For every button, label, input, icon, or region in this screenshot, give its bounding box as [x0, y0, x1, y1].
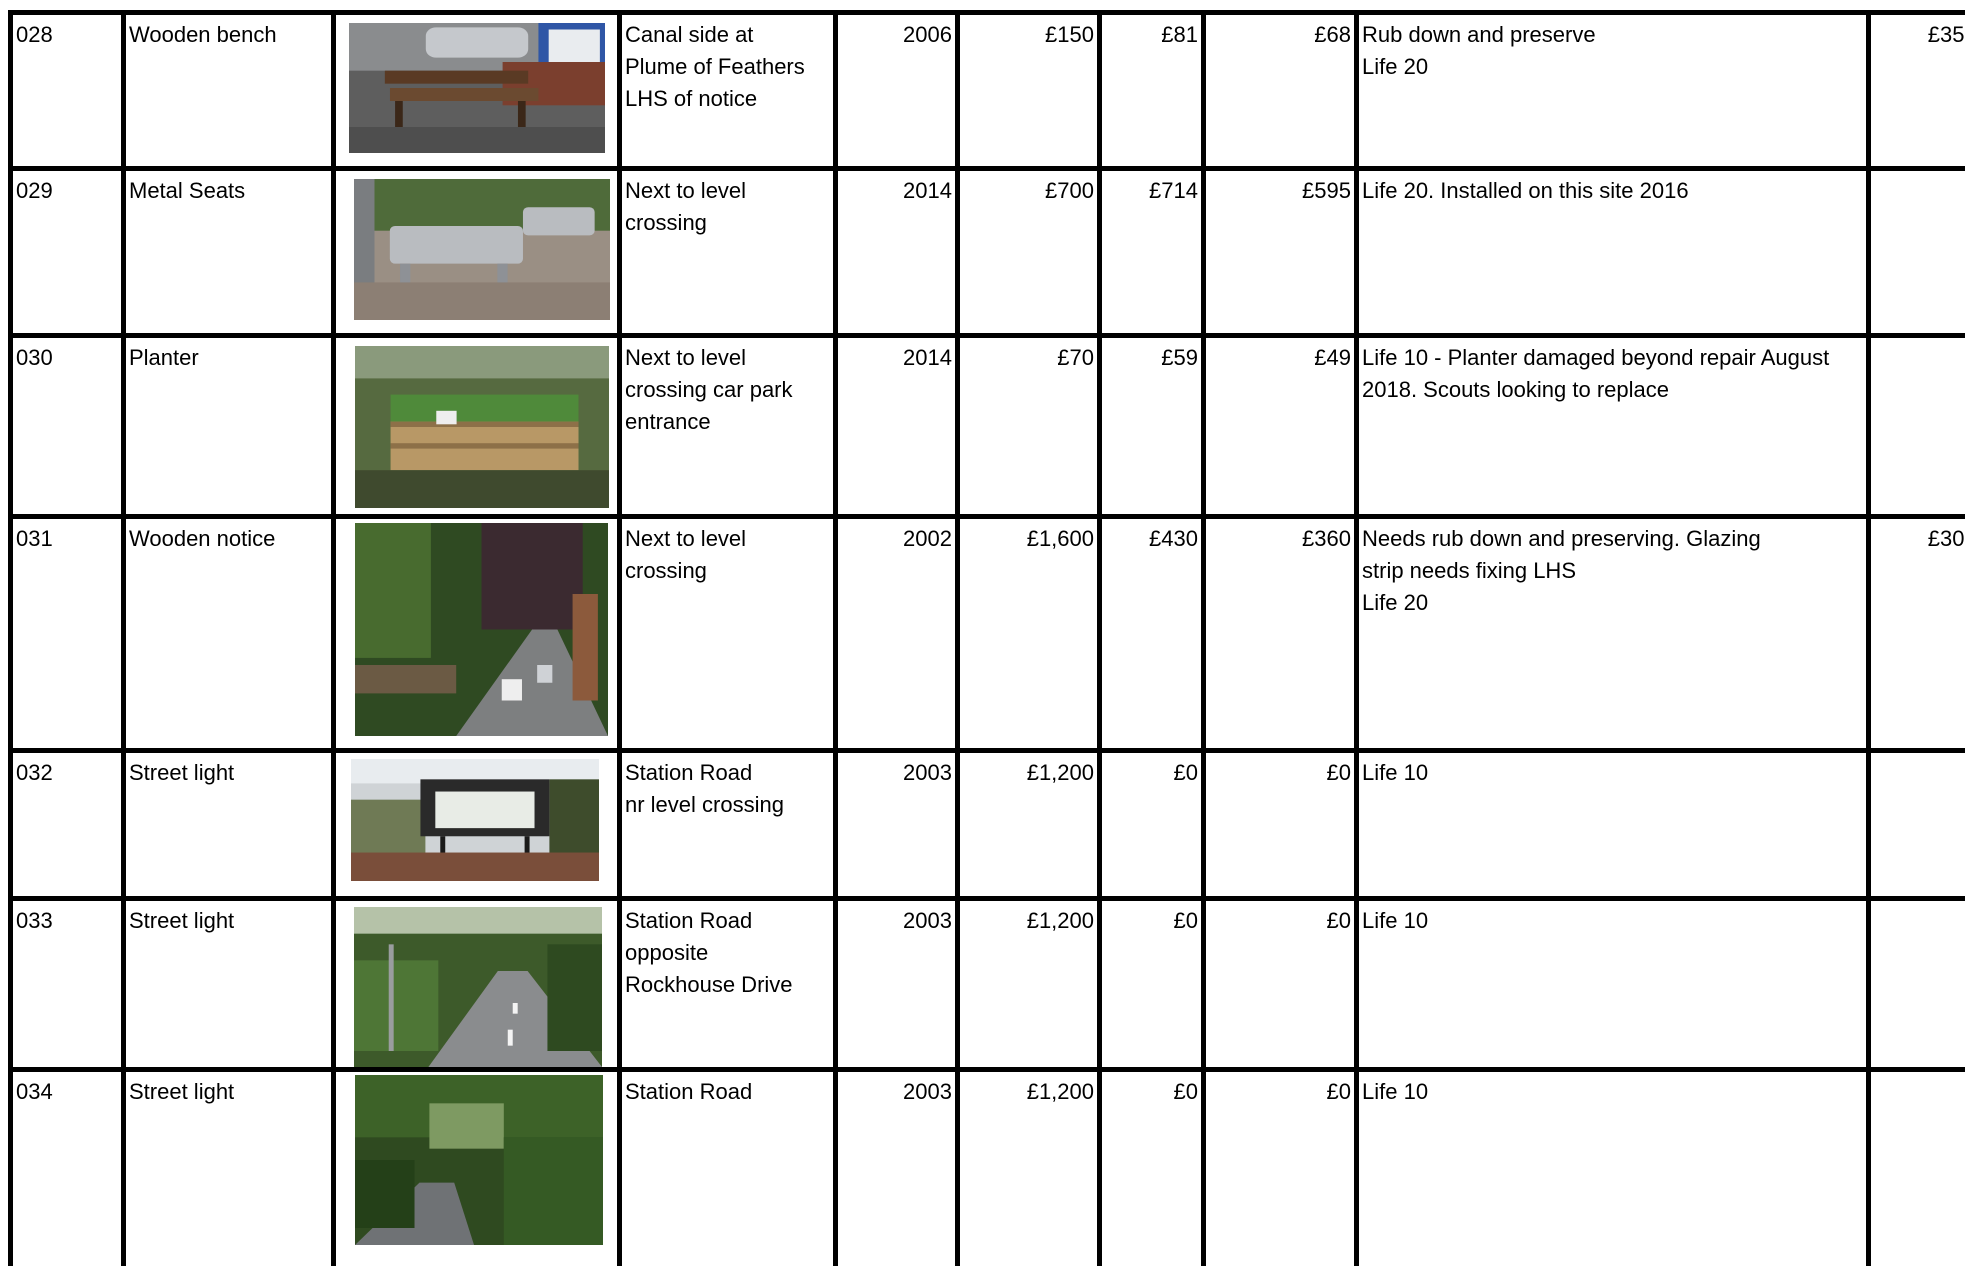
ref-cell: 028: [11, 13, 124, 169]
notes-cell-line: Life 10: [1362, 1076, 1862, 1108]
notes-cell-line: Rub down and preserve: [1362, 19, 1862, 51]
road-photo: [354, 907, 602, 1067]
ref-cell: 030: [11, 336, 124, 517]
notes-cell-line: Life 20: [1362, 587, 1862, 619]
table-row: [11, 751, 1965, 899]
budget-cell: [1869, 899, 1965, 1070]
location-cell-line: Plume of Feathers: [625, 51, 829, 83]
notes-cell-line: Life 20: [1362, 51, 1862, 83]
location-cell-line: Canal side at: [625, 19, 829, 51]
year-cell: 2003: [836, 751, 958, 899]
value-a-cell: £0: [1100, 751, 1204, 899]
cost-cell: £150: [958, 13, 1100, 169]
asset-register-table: [8, 10, 1965, 1266]
photo-cell: [334, 517, 620, 751]
value-b-cell: £595: [1204, 169, 1357, 336]
budget-cell: £35: [1869, 13, 1965, 169]
location-cell-line: Next to level: [625, 342, 829, 374]
notice-board-photo: [351, 759, 599, 881]
location-cell-line: crossing: [625, 207, 829, 239]
year-cell: 2003: [836, 899, 958, 1070]
cost-cell: £1,200: [958, 899, 1100, 1070]
bench-photo: [349, 23, 605, 153]
location-cell: [620, 336, 836, 517]
location-cell: [620, 1070, 836, 1266]
table-row: [11, 899, 1965, 1070]
location-cell-line: Station Road: [625, 757, 829, 789]
cost-cell: £1,200: [958, 1070, 1100, 1266]
location-cell-line: crossing: [625, 555, 829, 587]
notes-cell-line: Life 10 - Planter damaged beyond repair August: [1362, 342, 1862, 374]
value-a-cell: £0: [1100, 899, 1204, 1070]
value-a-cell: £430: [1100, 517, 1204, 751]
ref-cell: 033: [11, 899, 124, 1070]
notes-cell-line: Life 20. Installed on this site 2016: [1362, 175, 1862, 207]
table-row: [11, 336, 1965, 517]
budget-cell: [1869, 751, 1965, 899]
metal-seats-photo: [354, 179, 610, 320]
location-cell: [620, 517, 836, 751]
item-name-cell: Wooden bench: [124, 13, 334, 169]
photo-cell: [334, 899, 620, 1070]
notes-cell: [1357, 517, 1869, 751]
location-cell: [620, 751, 836, 899]
location-cell: [620, 13, 836, 169]
budget-cell: £30: [1869, 517, 1965, 751]
street-scene-photo: [355, 523, 608, 736]
year-cell: 2014: [836, 169, 958, 336]
value-b-cell: £0: [1204, 1070, 1357, 1266]
notes-cell: [1357, 169, 1869, 336]
value-b-cell: £0: [1204, 751, 1357, 899]
lane-photo: [355, 1075, 603, 1245]
location-cell-line: LHS of notice: [625, 83, 829, 115]
notes-cell: [1357, 336, 1869, 517]
item-name-cell: Metal Seats: [124, 169, 334, 336]
value-b-cell: £360: [1204, 517, 1357, 751]
table-row: [11, 169, 1965, 336]
notes-cell-line: 2018. Scouts looking to replace: [1362, 374, 1862, 406]
table-row: [11, 13, 1965, 169]
cost-cell: £700: [958, 169, 1100, 336]
value-b-cell: £49: [1204, 336, 1357, 517]
cost-cell: £70: [958, 336, 1100, 517]
photo-cell: [334, 13, 620, 169]
item-name-cell: Street light: [124, 751, 334, 899]
notes-cell: [1357, 751, 1869, 899]
notes-cell-line: Life 10: [1362, 905, 1862, 937]
ref-cell: 034: [11, 1070, 124, 1266]
location-cell-line: Next to level: [625, 175, 829, 207]
notes-cell-line: Needs rub down and preserving. Glazing: [1362, 523, 1862, 555]
location-cell-line: nr level crossing: [625, 789, 829, 821]
ref-cell: 031: [11, 517, 124, 751]
table-row: [11, 1070, 1965, 1266]
photo-cell: [334, 751, 620, 899]
value-a-cell: £0: [1100, 1070, 1204, 1266]
location-cell-line: Station Road: [625, 905, 829, 937]
photo-cell: [334, 336, 620, 517]
notes-cell: [1357, 1070, 1869, 1266]
notes-cell: [1357, 13, 1869, 169]
year-cell: 2002: [836, 517, 958, 751]
budget-cell: [1869, 336, 1965, 517]
notes-cell-line: Life 10: [1362, 757, 1862, 789]
ref-cell: 029: [11, 169, 124, 336]
value-a-cell: £59: [1100, 336, 1204, 517]
value-a-cell: £714: [1100, 169, 1204, 336]
budget-cell: [1869, 169, 1965, 336]
item-name-cell: Planter: [124, 336, 334, 517]
photo-cell: [334, 1070, 620, 1266]
location-cell-line: Next to level: [625, 523, 829, 555]
location-cell-line: entrance: [625, 406, 829, 438]
location-cell-line: Station Road: [625, 1076, 829, 1108]
item-name-cell: Wooden notice: [124, 517, 334, 751]
location-cell-line: Rockhouse Drive: [625, 969, 829, 1001]
value-a-cell: £81: [1100, 13, 1204, 169]
budget-cell: [1869, 1070, 1965, 1266]
planter-photo: [355, 346, 609, 508]
cost-cell: £1,600: [958, 517, 1100, 751]
year-cell: 2003: [836, 1070, 958, 1266]
photo-cell: [334, 169, 620, 336]
value-b-cell: £0: [1204, 899, 1357, 1070]
table-row: [11, 517, 1965, 751]
year-cell: 2014: [836, 336, 958, 517]
item-name-cell: Street light: [124, 1070, 334, 1266]
cost-cell: £1,200: [958, 751, 1100, 899]
location-cell: [620, 169, 836, 336]
notes-cell-line: strip needs fixing LHS: [1362, 555, 1862, 587]
item-name-cell: Street light: [124, 899, 334, 1070]
location-cell: [620, 899, 836, 1070]
value-b-cell: £68: [1204, 13, 1357, 169]
location-cell-line: crossing car park: [625, 374, 829, 406]
notes-cell: [1357, 899, 1869, 1070]
year-cell: 2006: [836, 13, 958, 169]
ref-cell: 032: [11, 751, 124, 899]
location-cell-line: opposite: [625, 937, 829, 969]
